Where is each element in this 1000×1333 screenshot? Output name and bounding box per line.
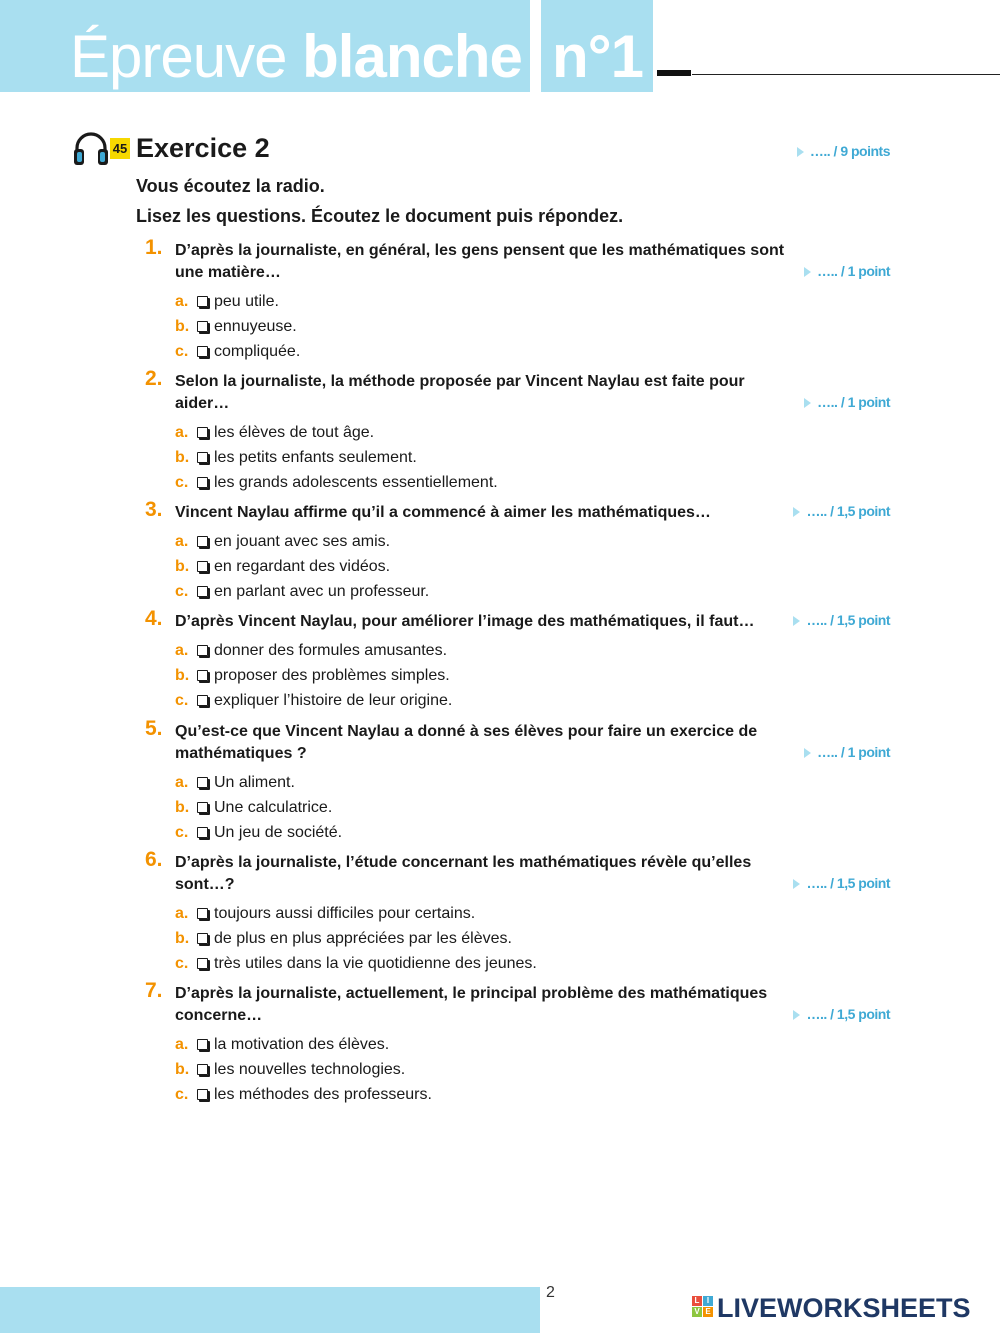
option-letter: b.: [175, 667, 190, 684]
option-letter: b.: [175, 930, 190, 947]
option-text: en regardant des vidéos.: [214, 558, 391, 575]
options: [175, 638, 795, 713]
score-marker-icon: [793, 507, 800, 517]
instruction-1: Vous écoutez la radio.: [136, 176, 325, 196]
option-text: la motivation des élèves.: [214, 1036, 390, 1053]
question-4: [145, 607, 795, 713]
score-marker-icon: [793, 879, 800, 889]
page-number: 2: [546, 1284, 555, 1301]
title-bold: blanche: [302, 23, 522, 90]
option-text: compliquée.: [214, 343, 301, 360]
checkbox[interactable]: [197, 536, 208, 547]
option-c[interactable]: [175, 579, 795, 604]
option-letter: b.: [175, 799, 190, 816]
question-5: [145, 717, 795, 845]
option-a[interactable]: [175, 770, 795, 795]
checkbox[interactable]: [197, 1039, 208, 1050]
option-c[interactable]: [175, 1082, 795, 1107]
question-5-score: ….. / 1 point: [804, 744, 890, 760]
checkbox[interactable]: [197, 802, 208, 813]
checkbox[interactable]: [197, 908, 208, 919]
exam-number: n°1: [552, 23, 644, 90]
checkbox[interactable]: [197, 777, 208, 788]
option-b[interactable]: [175, 663, 795, 688]
question-text: Selon la journaliste, la méthode proposée par Vincent Naylau est faite pour aider…: [175, 373, 745, 412]
question-text: Qu’est-ce que Vincent Naylau a donné à ses élèves pour faire un exercice de mathématiques ?: [175, 723, 758, 762]
title-light: Épreuve: [70, 23, 287, 90]
option-text: en parlant avec un professeur.: [214, 583, 430, 600]
options: [175, 289, 795, 364]
checkbox[interactable]: [197, 670, 208, 681]
question-number: 6.: [145, 848, 163, 871]
option-letter: b.: [175, 318, 190, 335]
option-b[interactable]: [175, 445, 795, 470]
option-text: Une calculatrice.: [214, 799, 333, 816]
option-text: toujours aussi difficiles pour certains.: [214, 905, 476, 922]
question-text: D’après la journaliste, en général, les gens pensent que les mathématiques sont une matière…: [175, 242, 785, 281]
checkbox[interactable]: [197, 321, 208, 332]
option-letter: a.: [175, 1036, 189, 1053]
option-a[interactable]: [175, 638, 795, 663]
option-letter: a.: [175, 533, 189, 550]
option-a[interactable]: [175, 420, 795, 445]
question-7: [145, 979, 795, 1107]
question-2: [145, 367, 795, 495]
question-number: 7.: [145, 979, 163, 1002]
question-4-score: ….. / 1,5 point: [793, 612, 890, 628]
option-c[interactable]: [175, 820, 795, 845]
checkbox[interactable]: [197, 586, 208, 597]
checkbox[interactable]: [197, 1064, 208, 1075]
options: [175, 420, 795, 495]
option-text: Un jeu de société.: [214, 824, 343, 841]
exercise-title: Exercice 2: [136, 133, 270, 163]
options: [175, 1032, 795, 1107]
question-text: Vincent Naylau affirme qu’il a commencé à aimer les mathématiques…: [175, 504, 711, 521]
option-c[interactable]: [175, 688, 795, 713]
checkbox[interactable]: [197, 296, 208, 307]
option-b[interactable]: [175, 926, 795, 951]
option-text: ennuyeuse.: [214, 318, 297, 335]
footer-band: [0, 1287, 540, 1333]
option-text: de plus en plus appréciées par les élèves.: [214, 930, 512, 947]
question-text: D’après Vincent Naylau, pour améliorer l’image des mathématiques, il faut…: [175, 613, 755, 630]
track-number: 45: [110, 138, 130, 159]
option-a[interactable]: [175, 901, 795, 926]
logo-text: LIVEWORKSHEETS: [717, 1293, 971, 1323]
option-c[interactable]: [175, 951, 795, 976]
header-gap: [530, 0, 541, 92]
option-text: les nouvelles technologies.: [214, 1061, 406, 1078]
options: [175, 529, 795, 604]
option-letter: c.: [175, 824, 189, 841]
score-marker-icon: [793, 616, 800, 626]
option-b[interactable]: [175, 1057, 795, 1082]
option-letter: c.: [175, 692, 189, 709]
question-number: 3.: [145, 498, 163, 521]
option-a[interactable]: [175, 289, 795, 314]
question-1-score: ….. / 1 point: [804, 263, 890, 279]
option-letter: a.: [175, 774, 189, 791]
checkbox[interactable]: [197, 958, 208, 969]
checkbox[interactable]: [197, 1089, 208, 1100]
option-text: les petits enfants seulement.: [214, 449, 417, 466]
logo-letter: L: [692, 1296, 702, 1306]
question-1: [145, 236, 795, 364]
exercise-score: ….. / 9 points: [797, 143, 890, 159]
question-6-score: ….. / 1,5 point: [793, 875, 890, 891]
score-marker-icon: [804, 748, 811, 758]
options: [175, 770, 795, 845]
question-number: 5.: [145, 717, 163, 740]
option-text: expliquer l’histoire de leur origine.: [214, 692, 453, 709]
option-a[interactable]: [175, 529, 795, 554]
option-a[interactable]: [175, 1032, 795, 1057]
option-text: en jouant avec ses amis.: [214, 533, 391, 550]
option-b[interactable]: [175, 554, 795, 579]
checkbox[interactable]: [197, 645, 208, 656]
option-text: les grands adolescents essentiellement.: [214, 474, 498, 491]
option-letter: a.: [175, 424, 189, 441]
checkbox[interactable]: [197, 452, 208, 463]
option-letter: c.: [175, 583, 189, 600]
checkbox[interactable]: [197, 477, 208, 488]
headphones-icon[interactable]: [72, 129, 110, 167]
option-letter: c.: [175, 955, 189, 972]
logo-letter: V: [692, 1307, 702, 1317]
option-text: les méthodes des professeurs.: [214, 1086, 432, 1103]
option-text: donner des formules amusantes.: [214, 642, 448, 659]
option-b[interactable]: [175, 795, 795, 820]
instruction-2: Lisez les questions. Écoutez le document puis répondez.: [136, 206, 624, 226]
question-number: 1.: [145, 236, 163, 259]
checkbox[interactable]: [197, 827, 208, 838]
option-text: les élèves de tout âge.: [214, 424, 375, 441]
checkbox[interactable]: [197, 933, 208, 944]
header-dash: [657, 70, 691, 76]
page-title: [70, 22, 522, 92]
checkbox[interactable]: [197, 695, 208, 706]
option-letter: a.: [175, 642, 189, 659]
question-2-score: ….. / 1 point: [804, 394, 890, 410]
option-c[interactable]: [175, 339, 795, 364]
header-rule: [692, 74, 1000, 75]
score-marker-icon: [804, 398, 811, 408]
question-7-score: ….. / 1,5 point: [793, 1006, 890, 1022]
option-letter: b.: [175, 1061, 190, 1078]
option-letter: b.: [175, 449, 190, 466]
logo-grid-icon: [692, 1296, 714, 1318]
question-6: [145, 848, 795, 976]
option-text: très utiles dans la vie quotidienne des jeunes.: [214, 955, 537, 972]
option-text: peu utile.: [214, 293, 279, 310]
score-marker-icon: [797, 147, 804, 157]
option-text: proposer des problèmes simples.: [214, 667, 450, 684]
question-3-score: ….. / 1,5 point: [793, 503, 890, 519]
option-b[interactable]: [175, 314, 795, 339]
question-number: 4.: [145, 607, 163, 630]
option-letter: c.: [175, 1086, 189, 1103]
question-3: [145, 498, 795, 604]
question-text: D’après la journaliste, actuellement, le principal problème des mathématiques concerne…: [175, 985, 768, 1024]
option-letter: a.: [175, 905, 189, 922]
score-marker-icon: [793, 1010, 800, 1020]
question-text: D’après la journaliste, l’étude concernant les mathématiques révèle qu’elles sont…?: [175, 854, 752, 893]
option-letter: c.: [175, 474, 189, 491]
option-text: Un aliment.: [214, 774, 295, 791]
checkbox[interactable]: [197, 346, 208, 357]
option-c[interactable]: [175, 470, 795, 495]
checkbox[interactable]: [197, 561, 208, 572]
checkbox[interactable]: [197, 427, 208, 438]
question-number: 2.: [145, 367, 163, 390]
logo-letter: E: [703, 1307, 713, 1317]
options: [175, 901, 795, 976]
option-letter: b.: [175, 558, 190, 575]
option-letter: a.: [175, 293, 189, 310]
option-letter: c.: [175, 343, 189, 360]
logo-letter: I: [703, 1296, 713, 1306]
score-marker-icon: [804, 267, 811, 277]
